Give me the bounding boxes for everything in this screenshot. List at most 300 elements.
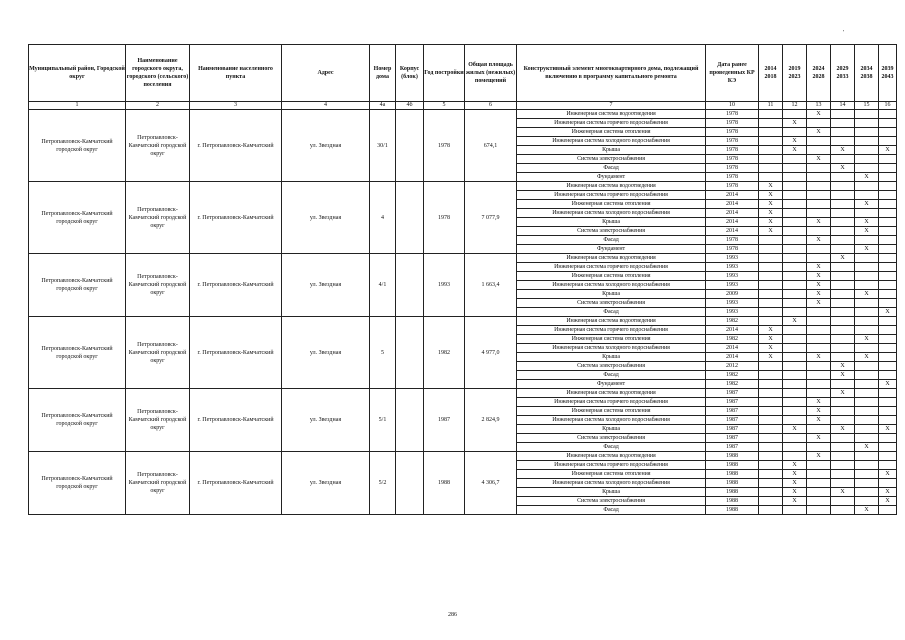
house-number-cell: 5/2	[370, 452, 396, 515]
prior-repair-date-cell: 2012	[706, 362, 759, 371]
period-mark-cell	[807, 344, 831, 353]
period-mark-cell	[783, 227, 807, 236]
period-mark-cell	[855, 389, 879, 398]
period-mark-cell: X	[831, 146, 855, 155]
period-mark-cell	[879, 317, 897, 326]
period-mark-cell	[759, 173, 783, 182]
period-mark-cell	[855, 308, 879, 317]
period-mark-cell	[831, 380, 855, 389]
period-mark-cell	[855, 209, 879, 218]
prior-repair-date-cell: 2014	[706, 326, 759, 335]
period-mark-cell	[855, 182, 879, 191]
element-cell: Инженерная система горячего водоснабжения	[517, 461, 706, 470]
period-mark-cell	[783, 236, 807, 245]
period-mark-cell	[831, 344, 855, 353]
period-mark-cell	[783, 218, 807, 227]
period-mark-cell: X	[807, 452, 831, 461]
element-cell: Фундамент	[517, 245, 706, 254]
period-mark-cell	[807, 137, 831, 146]
period-mark-cell	[783, 245, 807, 254]
column-header: Общая площадь жилых (нежилых) помещений	[465, 45, 517, 102]
element-cell: Фасад	[517, 443, 706, 452]
block-cell	[396, 110, 424, 182]
prior-repair-date-cell: 1982	[706, 380, 759, 389]
table-row	[29, 254, 897, 263]
period-mark-cell	[879, 182, 897, 191]
period-mark-cell	[855, 398, 879, 407]
element-cell: Фундамент	[517, 173, 706, 182]
prior-repair-date-cell: 1978	[706, 110, 759, 119]
period-mark-cell	[783, 290, 807, 299]
period-mark-cell	[855, 434, 879, 443]
period-mark-cell	[879, 263, 897, 272]
period-mark-cell	[831, 227, 855, 236]
period-mark-cell	[759, 236, 783, 245]
column-header: Корпус (блок)	[396, 45, 424, 102]
period-mark-cell	[759, 308, 783, 317]
period-mark-cell	[759, 461, 783, 470]
period-mark-cell: X	[807, 281, 831, 290]
period-mark-cell: X	[855, 443, 879, 452]
period-mark-cell: X	[807, 110, 831, 119]
period-mark-cell	[783, 398, 807, 407]
period-mark-cell	[855, 488, 879, 497]
period-mark-cell	[879, 254, 897, 263]
period-mark-cell	[783, 434, 807, 443]
prior-repair-date-cell: 1987	[706, 407, 759, 416]
element-cell: Инженерная система отопления	[517, 200, 706, 209]
prior-repair-date-cell: 1993	[706, 299, 759, 308]
period-mark-cell	[831, 497, 855, 506]
period-mark-cell: X	[783, 317, 807, 326]
period-mark-cell	[879, 362, 897, 371]
column-header: Дата ранее проведенных КР КЭ	[706, 45, 759, 102]
period-mark-cell	[855, 497, 879, 506]
period-mark-cell	[831, 407, 855, 416]
element-cell: Инженерная система отопления	[517, 407, 706, 416]
element-cell: Система электроснабжения	[517, 362, 706, 371]
period-mark-cell	[831, 461, 855, 470]
prior-repair-date-cell: 2014	[706, 218, 759, 227]
period-mark-cell	[759, 128, 783, 137]
period-mark-cell	[759, 452, 783, 461]
district-cell: Петропавловск-Камчатский городской округ	[29, 389, 126, 452]
period-mark-cell	[855, 425, 879, 434]
period-mark-cell	[855, 146, 879, 155]
element-cell: Крыша	[517, 290, 706, 299]
period-mark-cell	[807, 506, 831, 515]
period-mark-cell	[855, 317, 879, 326]
period-mark-cell	[879, 461, 897, 470]
period-mark-cell	[855, 371, 879, 380]
period-mark-cell: X	[831, 164, 855, 173]
district-cell: Петропавловск-Камчатский городской округ	[29, 110, 126, 182]
period-mark-cell	[831, 452, 855, 461]
period-mark-cell	[807, 119, 831, 128]
period-mark-cell	[879, 245, 897, 254]
prior-repair-date-cell: 2014	[706, 209, 759, 218]
prior-repair-date-cell: 1978	[706, 128, 759, 137]
column-header: 2034 2038	[855, 45, 879, 102]
period-mark-cell	[831, 299, 855, 308]
element-cell: Система электроснабжения	[517, 299, 706, 308]
column-number: 15	[855, 102, 879, 110]
period-mark-cell	[855, 479, 879, 488]
period-mark-cell	[879, 371, 897, 380]
period-mark-cell: X	[831, 488, 855, 497]
period-mark-cell: X	[879, 308, 897, 317]
period-mark-cell	[759, 254, 783, 263]
prior-repair-date-cell: 1988	[706, 452, 759, 461]
period-mark-cell	[879, 299, 897, 308]
period-mark-cell	[807, 326, 831, 335]
prior-repair-date-cell: 1993	[706, 272, 759, 281]
column-number: 6	[465, 102, 517, 110]
period-mark-cell	[759, 416, 783, 425]
element-cell: Инженерная система водоотведения	[517, 110, 706, 119]
period-mark-cell	[783, 173, 807, 182]
period-mark-cell: X	[831, 389, 855, 398]
prior-repair-date-cell: 1978	[706, 236, 759, 245]
prior-repair-date-cell: 1993	[706, 263, 759, 272]
period-mark-cell: X	[759, 326, 783, 335]
prior-repair-date-cell: 1982	[706, 335, 759, 344]
period-mark-cell	[783, 344, 807, 353]
column-number: 4а	[370, 102, 396, 110]
period-mark-cell	[855, 155, 879, 164]
period-mark-cell	[855, 407, 879, 416]
period-mark-cell: X	[879, 380, 897, 389]
table-row	[29, 389, 897, 398]
prior-repair-date-cell: 1988	[706, 470, 759, 479]
period-mark-cell: X	[759, 227, 783, 236]
prior-repair-date-cell: 1987	[706, 398, 759, 407]
period-mark-cell: X	[855, 290, 879, 299]
period-mark-cell	[759, 389, 783, 398]
period-mark-cell: X	[807, 263, 831, 272]
element-cell: Крыша	[517, 146, 706, 155]
period-mark-cell: X	[759, 353, 783, 362]
prior-repair-date-cell: 2014	[706, 344, 759, 353]
period-mark-cell	[759, 425, 783, 434]
period-mark-cell: X	[831, 371, 855, 380]
period-mark-cell	[855, 137, 879, 146]
period-mark-cell	[807, 443, 831, 452]
period-mark-cell	[807, 425, 831, 434]
period-mark-cell	[831, 209, 855, 218]
locality-cell: г. Петропавловск-Камчатский	[190, 182, 282, 254]
period-mark-cell	[831, 173, 855, 182]
period-mark-cell	[783, 506, 807, 515]
period-mark-cell: X	[807, 272, 831, 281]
locality-cell: г. Петропавловск-Камчатский	[190, 254, 282, 317]
period-mark-cell	[783, 209, 807, 218]
settlement-cell: Петропавловск-Камчатский городской округ	[126, 110, 190, 182]
period-mark-cell	[759, 488, 783, 497]
period-mark-cell	[879, 155, 897, 164]
period-mark-cell: X	[759, 218, 783, 227]
period-mark-cell	[831, 281, 855, 290]
period-mark-cell	[783, 443, 807, 452]
period-mark-cell	[807, 488, 831, 497]
period-mark-cell: X	[807, 416, 831, 425]
element-cell: Инженерная система отопления	[517, 272, 706, 281]
prior-repair-date-cell: 1978	[706, 137, 759, 146]
period-mark-cell	[759, 290, 783, 299]
prior-repair-date-cell: 1988	[706, 461, 759, 470]
period-mark-cell: X	[783, 146, 807, 155]
element-cell: Система электроснабжения	[517, 434, 706, 443]
block-cell	[396, 389, 424, 452]
period-mark-cell	[783, 155, 807, 164]
prior-repair-date-cell: 1978	[706, 119, 759, 128]
element-cell: Инженерная система холодного водоснабжения	[517, 137, 706, 146]
element-cell: Система электроснабжения	[517, 155, 706, 164]
prior-repair-date-cell: 1993	[706, 281, 759, 290]
period-mark-cell	[783, 308, 807, 317]
block-cell	[396, 317, 424, 389]
element-cell: Инженерная система водоотведения	[517, 182, 706, 191]
district-cell: Петропавловск-Камчатский городской округ	[29, 254, 126, 317]
period-mark-cell	[855, 470, 879, 479]
element-cell: Система электроснабжения	[517, 227, 706, 236]
element-cell: Фасад	[517, 308, 706, 317]
column-number: 11	[759, 102, 783, 110]
period-mark-cell	[759, 317, 783, 326]
settlement-cell: Петропавловск-Камчатский городской округ	[126, 182, 190, 254]
period-mark-cell	[855, 128, 879, 137]
period-mark-cell	[831, 335, 855, 344]
period-mark-cell	[759, 407, 783, 416]
prior-repair-date-cell: 1988	[706, 488, 759, 497]
period-mark-cell	[879, 506, 897, 515]
street-cell: ул. Звездная	[282, 110, 370, 182]
period-mark-cell	[855, 362, 879, 371]
period-mark-cell: X	[759, 182, 783, 191]
column-header: Год постройки	[424, 45, 465, 102]
area-cell: 2 824,9	[465, 389, 517, 452]
period-mark-cell	[807, 254, 831, 263]
element-cell: Инженерная система холодного водоснабжения	[517, 416, 706, 425]
element-cell: Инженерная система холодного водоснабжения	[517, 479, 706, 488]
period-mark-cell	[783, 164, 807, 173]
element-cell: Инженерная система холодного водоснабжения	[517, 209, 706, 218]
period-mark-cell: X	[855, 353, 879, 362]
period-mark-cell	[831, 290, 855, 299]
prior-repair-date-cell: 1988	[706, 506, 759, 515]
period-mark-cell: X	[783, 488, 807, 497]
period-mark-cell	[759, 434, 783, 443]
period-mark-cell	[855, 299, 879, 308]
prior-repair-date-cell: 1982	[706, 317, 759, 326]
element-cell: Инженерная система горячего водоснабжения	[517, 326, 706, 335]
period-mark-cell	[783, 263, 807, 272]
house-number-cell: 4/1	[370, 254, 396, 317]
period-mark-cell	[879, 335, 897, 344]
column-header: Конструктивный элемент многоквартирного дома, подлежащий включению в программу капитального ремонта	[517, 45, 706, 102]
year-built-cell: 1987	[424, 389, 465, 452]
period-mark-cell	[783, 452, 807, 461]
prior-repair-date-cell: 2009	[706, 290, 759, 299]
period-mark-cell	[879, 191, 897, 200]
settlement-cell: Петропавловск-Камчатский городской округ	[126, 452, 190, 515]
period-mark-cell	[879, 272, 897, 281]
period-mark-cell	[783, 353, 807, 362]
element-cell: Фасад	[517, 506, 706, 515]
period-mark-cell	[831, 353, 855, 362]
period-mark-cell: X	[807, 236, 831, 245]
period-mark-cell: X	[879, 146, 897, 155]
period-mark-cell	[759, 371, 783, 380]
element-cell: Инженерная система отопления	[517, 470, 706, 479]
table-body	[29, 110, 897, 515]
period-mark-cell: X	[783, 497, 807, 506]
period-mark-cell: X	[807, 218, 831, 227]
period-mark-cell: X	[855, 335, 879, 344]
period-mark-cell	[879, 326, 897, 335]
period-mark-cell	[783, 362, 807, 371]
capital-repair-table	[28, 44, 897, 515]
period-mark-cell	[831, 443, 855, 452]
prior-repair-date-cell: 1982	[706, 371, 759, 380]
period-mark-cell	[807, 182, 831, 191]
period-mark-cell	[759, 263, 783, 272]
settlement-cell: Петропавловск-Камчатский городской округ	[126, 317, 190, 389]
period-mark-cell	[831, 236, 855, 245]
period-mark-cell: X	[879, 425, 897, 434]
column-header: 2024 2028	[807, 45, 831, 102]
period-mark-cell	[831, 434, 855, 443]
period-mark-cell: X	[807, 434, 831, 443]
period-mark-cell	[759, 479, 783, 488]
period-mark-cell	[783, 326, 807, 335]
period-mark-cell	[831, 110, 855, 119]
element-cell: Инженерная система водоотведения	[517, 317, 706, 326]
street-cell: ул. Звездная	[282, 452, 370, 515]
period-mark-cell	[879, 344, 897, 353]
period-mark-cell: X	[831, 254, 855, 263]
year-built-cell: 1993	[424, 254, 465, 317]
prior-repair-date-cell: 1978	[706, 245, 759, 254]
street-cell: ул. Звездная	[282, 182, 370, 254]
period-mark-cell	[855, 461, 879, 470]
period-mark-cell: X	[807, 155, 831, 164]
period-mark-cell	[879, 110, 897, 119]
area-cell: 674,1	[465, 110, 517, 182]
period-mark-cell: X	[759, 344, 783, 353]
period-mark-cell	[807, 146, 831, 155]
settlement-cell: Петропавловск-Камчатский городской округ	[126, 389, 190, 452]
column-number: 12	[783, 102, 807, 110]
area-cell: 4 306,7	[465, 452, 517, 515]
house-number-cell: 4	[370, 182, 396, 254]
period-mark-cell	[879, 164, 897, 173]
period-mark-cell: X	[855, 218, 879, 227]
period-mark-cell	[831, 479, 855, 488]
column-header: Адрес	[282, 45, 370, 102]
period-mark-cell	[759, 443, 783, 452]
column-header: Муниципальный район, Городской округ	[29, 45, 126, 102]
prior-repair-date-cell: 1987	[706, 434, 759, 443]
year-built-cell: 1988	[424, 452, 465, 515]
period-mark-cell	[879, 281, 897, 290]
period-mark-cell: X	[807, 398, 831, 407]
house-number-cell: 5	[370, 317, 396, 389]
element-cell: Инженерная система водоотведения	[517, 254, 706, 263]
period-mark-cell	[783, 272, 807, 281]
period-mark-cell	[831, 470, 855, 479]
column-number: 1	[29, 102, 126, 110]
period-mark-cell	[759, 506, 783, 515]
prior-repair-date-cell: 1978	[706, 173, 759, 182]
period-mark-cell	[855, 263, 879, 272]
prior-repair-date-cell: 1988	[706, 497, 759, 506]
table-row	[29, 110, 897, 119]
period-mark-cell	[879, 218, 897, 227]
period-mark-cell: X	[807, 407, 831, 416]
prior-repair-date-cell: 1993	[706, 308, 759, 317]
period-mark-cell: X	[855, 173, 879, 182]
period-mark-cell	[831, 326, 855, 335]
period-mark-cell: X	[783, 461, 807, 470]
element-cell: Инженерная система горячего водоснабжения	[517, 398, 706, 407]
element-cell: Инженерная система горячего водоснабжения	[517, 191, 706, 200]
locality-cell: г. Петропавловск-Камчатский	[190, 452, 282, 515]
period-mark-cell	[831, 191, 855, 200]
year-built-cell: 1978	[424, 110, 465, 182]
period-mark-cell	[807, 164, 831, 173]
period-mark-cell	[807, 461, 831, 470]
column-header: 2019 2023	[783, 45, 807, 102]
period-mark-cell	[807, 191, 831, 200]
period-mark-cell	[759, 137, 783, 146]
period-mark-cell	[855, 272, 879, 281]
period-mark-cell	[879, 398, 897, 407]
period-mark-cell	[855, 380, 879, 389]
period-mark-cell	[855, 281, 879, 290]
area-cell: 7 077,9	[465, 182, 517, 254]
column-number: 4	[282, 102, 370, 110]
period-mark-cell	[759, 398, 783, 407]
period-mark-cell	[759, 155, 783, 164]
period-mark-cell	[759, 146, 783, 155]
column-header: Номер дома	[370, 45, 396, 102]
street-cell: ул. Звездная	[282, 317, 370, 389]
column-number: 10	[706, 102, 759, 110]
column-number: 5	[424, 102, 465, 110]
period-mark-cell	[855, 119, 879, 128]
register-sheet	[28, 44, 897, 515]
element-cell: Крыша	[517, 488, 706, 497]
period-mark-cell	[879, 200, 897, 209]
period-mark-cell	[759, 362, 783, 371]
period-mark-cell: X	[855, 227, 879, 236]
area-cell: 4 977,0	[465, 317, 517, 389]
period-mark-cell: X	[783, 137, 807, 146]
column-header: 2029 2033	[831, 45, 855, 102]
period-mark-cell	[831, 506, 855, 515]
period-mark-cell	[879, 353, 897, 362]
table-row	[29, 317, 897, 326]
element-cell: Крыша	[517, 218, 706, 227]
period-mark-cell	[879, 236, 897, 245]
table-row	[29, 452, 897, 461]
period-mark-cell	[855, 164, 879, 173]
period-mark-cell	[807, 227, 831, 236]
period-mark-cell	[855, 452, 879, 461]
period-mark-cell	[855, 110, 879, 119]
period-mark-cell	[783, 110, 807, 119]
